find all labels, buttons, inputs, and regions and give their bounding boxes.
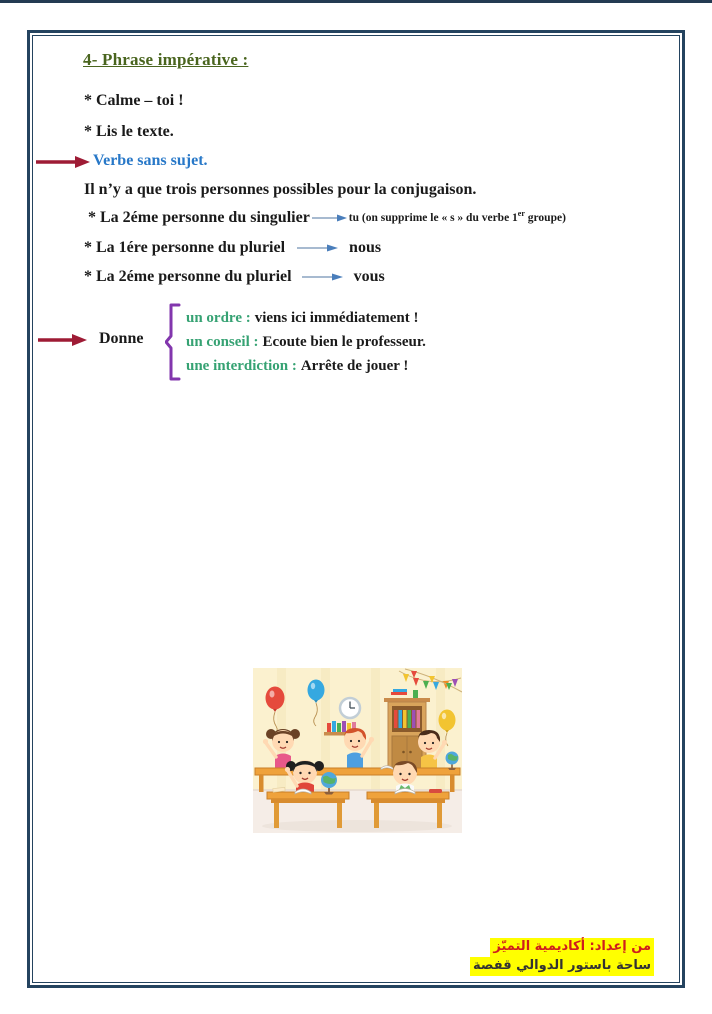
donne-item-interdiction xyxy=(186,354,426,378)
footer-credit-line1 xyxy=(470,938,654,957)
footer-credit-text1: من إعداد: أكاديمية التميّز xyxy=(490,938,654,957)
person-value-small xyxy=(348,209,566,224)
note-verbe-sans-sujet: Verbe sans sujet. xyxy=(93,152,208,169)
person-row-singular2 xyxy=(88,209,566,227)
page-border-frame xyxy=(27,30,685,988)
person-label: * La 2éme personne du singulier xyxy=(88,209,310,226)
donne-item-ordre xyxy=(186,306,426,330)
donne-word: Donne xyxy=(99,330,144,347)
donne-item-label: une interdiction : xyxy=(186,358,297,374)
page-top-edge-line xyxy=(0,0,712,3)
red-arrow-icon xyxy=(37,333,87,347)
classroom-illustration xyxy=(253,668,462,833)
section-title: 4- Phrase impérative : xyxy=(83,50,249,69)
person-label: * La 2éme personne du pluriel xyxy=(84,268,292,285)
blue-arrow-icon xyxy=(297,243,339,253)
intro-line: Il n’y a que trois personnes possibles pour la conjugaison. xyxy=(84,181,477,198)
person-value-pre: tu (on supprime le « s » du verbe 1 xyxy=(348,212,518,224)
purple-bracket-icon xyxy=(165,303,183,381)
person-value: vous xyxy=(353,268,385,285)
footer-credit-text2: ساحة باستور الدوالي قفصة xyxy=(470,957,654,976)
donne-list xyxy=(186,306,426,378)
blue-arrow-icon xyxy=(302,272,344,282)
donne-item-label: un ordre : xyxy=(186,310,251,326)
donne-item-label: un conseil : xyxy=(186,334,259,350)
donne-item-text: Arrête de jouer ! xyxy=(300,358,409,374)
donne-item-conseil xyxy=(186,330,426,354)
person-row-plural1 xyxy=(84,239,381,257)
blue-arrow-icon xyxy=(312,213,348,223)
red-arrow-icon xyxy=(35,155,90,169)
footer-credit xyxy=(470,938,654,976)
person-value: nous xyxy=(349,239,382,256)
person-label: * La 1ére personne du pluriel xyxy=(84,239,286,256)
page-border-frame-inner xyxy=(32,35,680,983)
donne-item-text: viens ici immédiatement ! xyxy=(254,310,419,326)
person-row-plural2 xyxy=(84,268,385,286)
person-value-sup: er xyxy=(517,209,525,219)
donne-item-text: Ecoute bien le professeur. xyxy=(262,334,426,350)
example-line-lis: * Lis le texte. xyxy=(84,123,174,140)
footer-credit-line2 xyxy=(470,957,654,976)
person-value-post: groupe) xyxy=(524,212,566,224)
example-line-calme: * Calme – toi ! xyxy=(84,92,184,109)
